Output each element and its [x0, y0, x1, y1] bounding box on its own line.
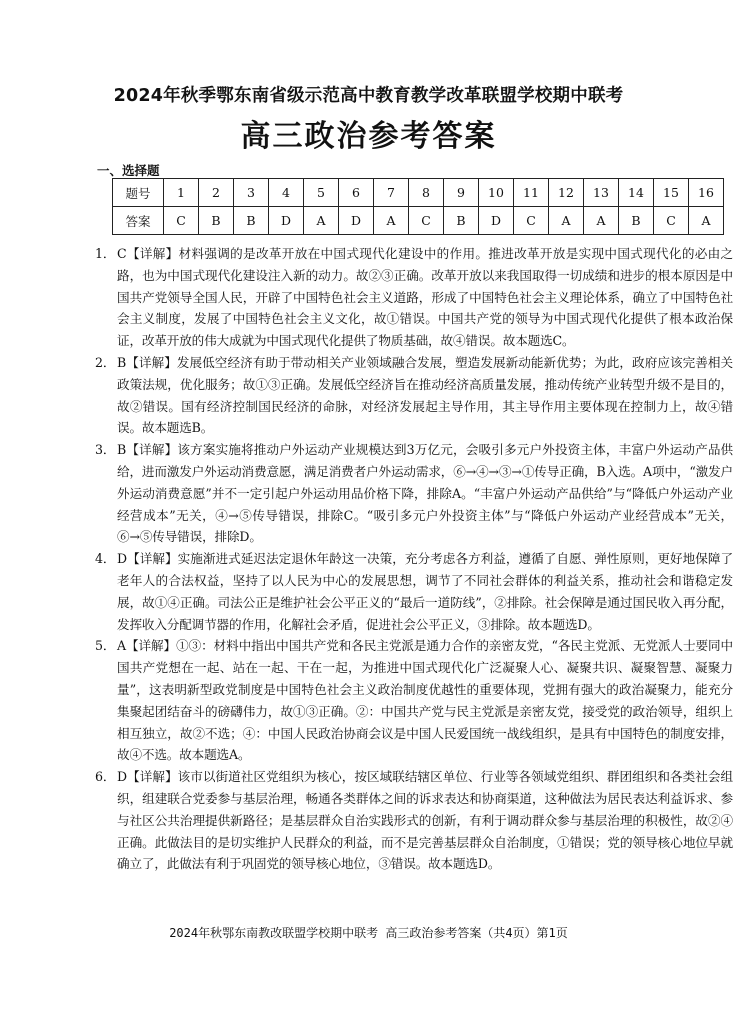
question-number-cell: 2 — [199, 179, 234, 207]
question-number-cell: 14 — [619, 179, 654, 207]
answer-cell: B — [234, 207, 269, 235]
row-label-question-number: 题号 — [113, 179, 164, 207]
explanation-item-5 — [95, 635, 733, 766]
page-footer: 2024年秋鄂东南教改联盟学校期中联考 高三政治参考答案（共4页）第1页 — [169, 926, 568, 940]
explanation-item-6 — [95, 766, 733, 875]
answer-cell: D — [479, 207, 514, 235]
explanation-number: 5． — [95, 638, 116, 654]
question-number-cell: 1 — [164, 179, 199, 207]
explanation-number: 2． — [95, 354, 116, 370]
answer-cell: B — [444, 207, 479, 235]
document-title: 高三政治参考答案 — [240, 119, 497, 154]
question-number-cell: 9 — [444, 179, 479, 207]
explanation-item-4 — [95, 548, 733, 635]
answer-cell: A — [689, 207, 724, 235]
explanation-list — [95, 243, 733, 875]
question-number-cell: 16 — [689, 179, 724, 207]
question-number-cell: 4 — [269, 179, 304, 207]
answer-cell: B — [199, 207, 234, 235]
explanation-text: C【详解】材料强调的是改革开放在中国式现代化建设中的作用。推进改革开放是实现中国式现代化的必由之路，也为中国式现代化建设注入新的动力。故②③正确。改革开放以来我国取得一切成绩和进步的根本原因是中国共产党领导全国人民，开辟了中国特色社会主义道路，形成了中国特色社会主义理论体系，确立了中国特色社会主义制度，发展了中国特色社会主义文化，故①错误。中国共产党的领导为中国式现代化提供了根本政治保证，改革开放的伟大成就为中国式现代化提供了物质基础，故④错误。故本题选C。 — [117, 246, 733, 349]
question-number-cell: 12 — [549, 179, 584, 207]
explanation-item-1 — [95, 243, 733, 352]
answer-cell: C — [164, 207, 199, 235]
question-number-cell: 11 — [514, 179, 549, 207]
explanation-number: 6． — [95, 769, 116, 785]
answer-cell: B — [619, 207, 654, 235]
explanation-text: D【详解】实施渐进式延迟法定退休年龄这一决策，充分考虑各方利益，遵循了自愿、弹性原则，更好地保障了老年人的合法权益，坚持了以人民为中心的发展思想，调节了不同社会群体的利益关系，推动社会和谐稳定发展，故①④正确。司法公正是维护社会公平正义的“最后一道防线”，②排除。社会保障是通过国民收入再分配，发挥收入分配调节器的作用，化解社会矛盾，促进社会公平正义，③排除。故本题选D。 — [117, 551, 733, 632]
explanation-text: D【详解】该市以街道社区党组织为核心，按区域联结辖区单位、行业等各领域党组织、群团组织和各类社会组织，组建联合党委参与基层治理，畅通各类群体之间的诉求表达和协商渠道，这种做法为居民表达利益诉求、参与社区公共治理提供新路径；是基层群众自治实践形式的创新，有利于调动群众参与基层治理的积极性，故②④正确。此做法目的是切实维护人民群众的利益，而不是完善基层群众自治制度，①错误；党的领导核心地位早就确立了，此做法有利于巩固党的领导核心地位，③错误。故本题选D。 — [117, 769, 733, 872]
answer-table — [112, 178, 724, 235]
answer-cell: C — [654, 207, 689, 235]
explanation-text: B【详解】该方案实施将推动户外运动产业规模达到3万亿元，会吸引多元户外投资主体，丰富户外运动产品供给，进而激发户外运动消费意愿，满足消费者户外运动需求，⑥→④→③→①传导正确，B入选。A项中，“激发户外运动消费意愿”并不一定引起户外运动用品价格下降，排除A。“丰富户外运动产品供给”与“降低户外运动产业经营成本”无关，④→⑤传导错误，排除C。“吸引多元户外投资主体”与“降低户外运动产业经营成本”无关，⑥→⑤传导错误，排除D。 — [117, 442, 733, 545]
explanation-item-2 — [95, 352, 733, 439]
answer-cell: A — [584, 207, 619, 235]
answer-cell: C — [409, 207, 444, 235]
section-heading: 一、选择题 — [97, 163, 160, 178]
explanation-text: B【详解】发展低空经济有助于带动相关产业领域融合发展，塑造发展新动能新优势；为此，政府应该完善相关政策法规，优化服务；故①③正确。发展低空经济旨在推动经济高质量发展，推动传统产业转型升级不是目的，故②错误。国有经济控制国民经济的命脉，对经济发展起主导作用，其主导作用主要体现在控制力上，故④错误。故本题选B。 — [117, 354, 733, 436]
explanation-number: 4． — [95, 551, 116, 567]
explanation-number: 3． — [95, 442, 116, 458]
question-number-cell: 10 — [479, 179, 514, 207]
answer-cell: A — [374, 207, 409, 235]
answer-cell: D — [269, 207, 304, 235]
question-number-cell: 13 — [584, 179, 619, 207]
row-label-answer: 答案 — [113, 207, 164, 235]
question-number-row — [113, 179, 724, 207]
answer-row — [113, 207, 724, 235]
question-number-cell: 5 — [304, 179, 339, 207]
explanation-text: A【详解】①③：材料中指出中国共产党和各民主党派是通力合作的亲密友党，“各民主党派、无党派人士要同中国共产党想在一起、站在一起、干在一起，为推进中国式现代化广泛凝聚人心、凝聚共识、凝聚智慧、凝聚力量”，这表明新型政党制度是中国特色社会主义政治制度优越性的重要体现，党拥有强大的政治凝聚力，能充分集聚起团结奋斗的磅礴伟力，故①③正确。②：中国共产党与民主党派是亲密友党，接受党的政治领导，组织上相互独立，故②不选；④：中国人民政治协商会议是中国人民爱国统一战线组织，是具有中国特色的制度安排，故④不选。故本题选A。 — [117, 638, 733, 763]
answer-cell: D — [339, 207, 374, 235]
answer-cell: C — [514, 207, 549, 235]
exam-title: 2024年秋季鄂东南省级示范高中教育教学改革联盟学校期中联考 — [113, 86, 624, 106]
answer-cell: A — [549, 207, 584, 235]
question-number-cell: 7 — [374, 179, 409, 207]
answer-cell: A — [304, 207, 339, 235]
question-number-cell: 15 — [654, 179, 689, 207]
explanation-item-3 — [95, 439, 733, 548]
question-number-cell: 6 — [339, 179, 374, 207]
question-number-cell: 8 — [409, 179, 444, 207]
question-number-cell: 3 — [234, 179, 269, 207]
explanation-number: 1． — [95, 246, 116, 261]
